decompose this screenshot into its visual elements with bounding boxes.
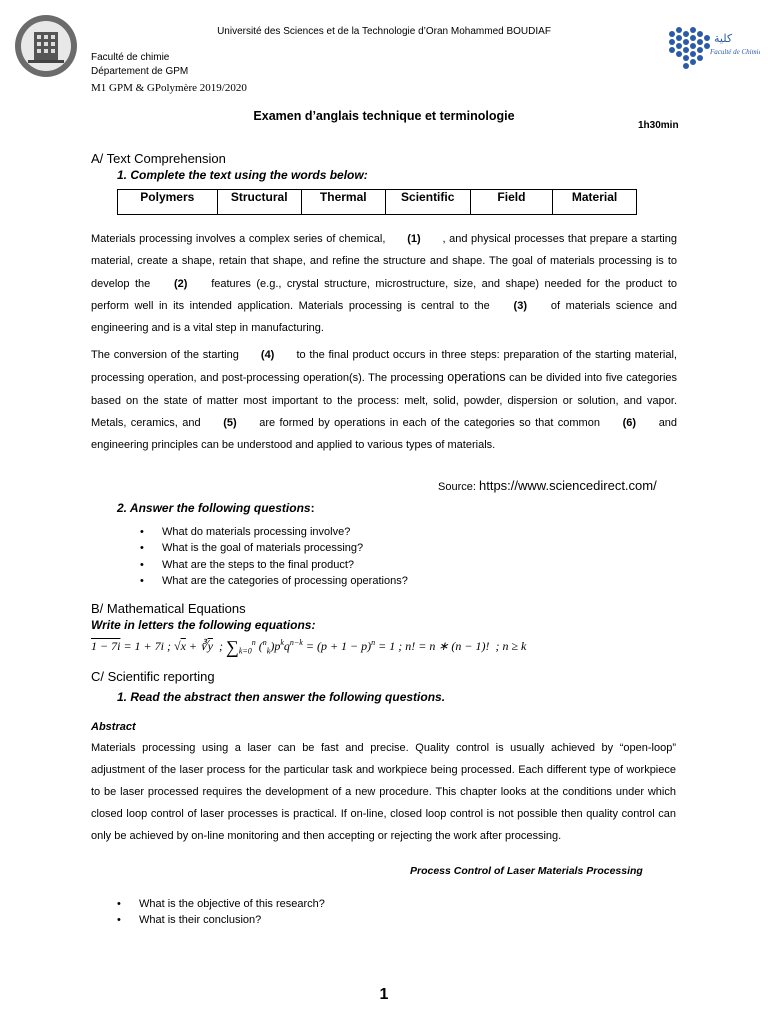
department-name: Département de GPM xyxy=(91,66,189,77)
svg-text:كلية: كلية xyxy=(714,32,733,45)
blank-6: (6) xyxy=(622,416,637,429)
exam-duration: 1h30min xyxy=(638,120,679,131)
section-b-title: B/ Mathematical Equations xyxy=(91,601,246,616)
word-bank-table xyxy=(117,189,637,215)
abstract-reference: Process Control of Laser Materials Processing xyxy=(410,865,643,877)
word-bank-cell: Thermal xyxy=(301,190,385,215)
question-list-c xyxy=(115,896,325,929)
blank-4: (4) xyxy=(260,349,275,361)
source-label: Source: xyxy=(438,481,476,493)
word-bank-cell: Polymers xyxy=(118,190,218,215)
word-bank-cell: Material xyxy=(553,190,637,215)
section-c-title: C/ Scientific reporting xyxy=(91,669,215,684)
question-a2: 2. Answer the following questions: xyxy=(117,501,315,515)
list-item: • What is the goal of materials processing? xyxy=(138,540,408,556)
list-item: • What are the categories of processing operations? xyxy=(138,573,408,589)
list-item: • What are the steps to the final product? xyxy=(138,557,408,573)
abstract-text: Materials processing using a laser can be fast and precise. Quality control is usually achieved by “open-loop” adjustment of the laser process for the particular task and workpiece being processed. Each different type of workpiece to be laser processed requires the development of a new procedure. This chapter looks at the conditions under which closed loop control of laser processes is practical. If on-line, closed loop control is not possible then quality control can only be achieved by on-line monitoring and then accepting or rejecting the work after processing. xyxy=(91,742,676,842)
section-a-title: A/ Text Comprehension xyxy=(91,151,226,166)
blank-5: (5) xyxy=(223,416,237,429)
paragraph-1: Materials processing involves a complex series of chemical, (1) , and physical processes that prepare a starting material, create a shape, retain that shape, and refine the structure and shape. The goal of materials processing is to develop the (2) features (e.g., crystal structure, microstructure, size, and shape) needed for the product to perform well in its intended application. Materials processing is central to the (3) of materials science and engineering and is a vital step in manufacturing. xyxy=(91,228,677,339)
faculty-logo xyxy=(664,20,760,78)
program-year: M1 GPM & GPolymère 2019/2020 xyxy=(91,82,247,94)
blank-1: (1) xyxy=(407,233,421,245)
university-logo xyxy=(14,14,78,78)
source-citation xyxy=(438,478,657,493)
section-b-instruction: Write in letters the following equations: xyxy=(91,618,316,632)
word-bank-cell: Field xyxy=(470,190,552,215)
list-item: • What do materials processing involve? xyxy=(138,524,408,540)
faculty-name: Faculté de chimie xyxy=(91,52,170,63)
equations-line: 1 − 7i = 1 + 7i ; $√x + ∛\overline{y}$ ; $\sum_{k=0}^n$ $(^n_k)p^kq^{n-k} = (p + 1 - p)^n = 1$ ; n! = n ∗ (n − 1)! ; n ≥ k xyxy=(91,637,527,657)
question-c1: 1. Read the abstract then answer the following questions. xyxy=(117,690,446,704)
page-number: 1 xyxy=(379,986,389,1003)
question-a1: 1. Complete the text using the words below: xyxy=(117,168,368,182)
faculty-logo-text: Faculté de Chimie xyxy=(710,48,760,56)
blank-2: (2) xyxy=(174,277,188,290)
abstract-heading: Abstract xyxy=(91,721,136,733)
source-url: https://www.sciencedirect.com/ xyxy=(478,478,657,493)
word-bank-cell: Scientific xyxy=(385,190,470,215)
question-list-a xyxy=(138,524,408,589)
list-item: • What is the objective of this research? xyxy=(115,896,325,912)
blank-3: (3) xyxy=(513,299,527,312)
university-name: Université des Sciences et de la Technologie d’Oran Mohammed BOUDIAF xyxy=(217,26,551,37)
paragraph-2: The conversion of the starting (4) to the final product occurs in three steps: preparation of the starting material, processing operation, and post-processing operation(s). The processing operations can be divided into five categories based on the state of matter most important to the process: melt, solid, powder, dispersion or solution, and vapor. Metals, ceramics, and (5) are formed by operations in each of the categories so that common (6) and engineering principles can be understood and applied to various types of materials. xyxy=(91,344,677,456)
word-bank-cell: Structural xyxy=(217,190,301,215)
exam-title: Examen d’anglais technique et terminologie xyxy=(253,109,515,123)
list-item: • What is their conclusion? xyxy=(115,912,325,928)
